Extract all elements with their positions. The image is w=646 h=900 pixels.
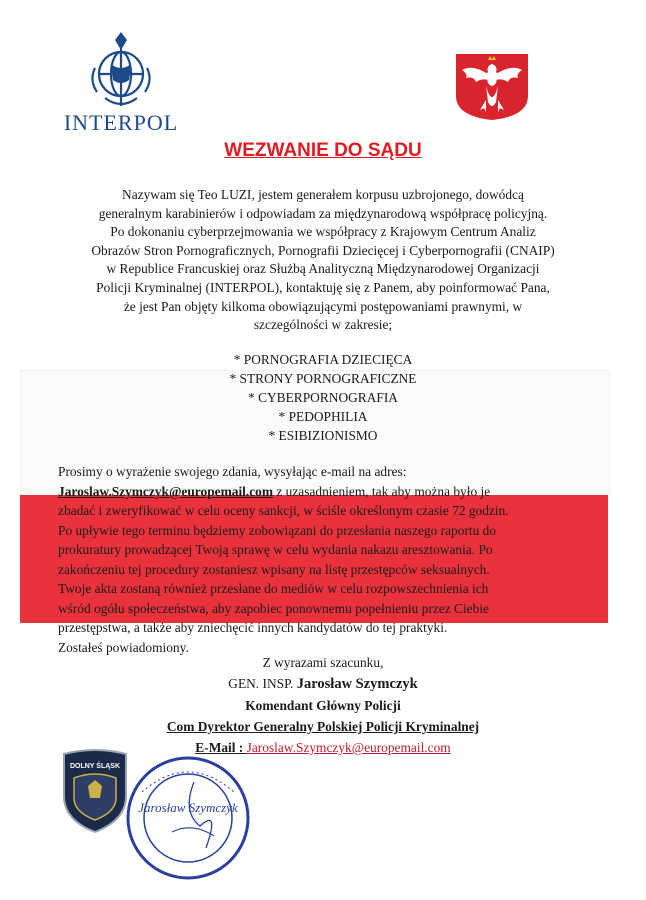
badge-text: DOLNY ŚLĄSK xyxy=(69,763,121,770)
police-badge-icon xyxy=(60,748,130,834)
inline-email-link[interactable]: Jaroslaw.Szymczyk@europemail.com xyxy=(58,483,274,499)
body-line xyxy=(58,482,598,502)
charge-item: * CYBERPORNOGRAFIA xyxy=(248,390,398,405)
contact-email-link[interactable]: Jaroslaw.Szymczyk@europemail.com xyxy=(246,740,451,755)
intro-line: że jest Pan objęty kilkoma obowiązującymi postępowaniami prawnymi, w xyxy=(123,298,523,314)
body-line-rest: z uzasadnieniem, tak aby można było je xyxy=(273,483,491,499)
signature-block xyxy=(0,652,646,758)
charges-list xyxy=(0,350,646,445)
official-stamp xyxy=(122,752,254,884)
charge-item: * PORNOGRAFIA DZIECIĘCA xyxy=(233,352,413,367)
body-line: prokuratury prowadzącej Twoją sprawę w celu wydania nakazu aresztowania. Po xyxy=(58,542,493,557)
body-paragraph xyxy=(58,462,598,657)
director-title: Dyrektor Generalny Polskiej Policji Kryminalnej xyxy=(194,719,480,734)
interpol-wordmark: INTERPOL xyxy=(63,110,179,135)
body-line: Po upływie tego terminu będziemy zobowiązani do przesłania naszego raportu do xyxy=(58,522,497,538)
charge-item: * ESIBIZIONISMO xyxy=(268,428,378,443)
intro-line: Obrazów Stron Pornograficznych, Pornografii Dziecięcej i Cyberpornografii (CNAIP) xyxy=(91,242,555,258)
signatory-name: Jarosław Szymczyk xyxy=(296,676,418,692)
polish-eagle-emblem xyxy=(452,50,532,122)
stamp-icon xyxy=(122,752,254,884)
rank-prefix: GEN. INSP. xyxy=(228,676,297,691)
intro-line: generalnym karabinierów i odpowiadam za międzynarodową współpracę policyjną. xyxy=(98,205,548,221)
charge-item: * STRONY PORNOGRAFICZNE xyxy=(229,371,417,386)
body-line: Prosimy o wyrażenie swojego zdania, wysyłając e-mail na adres: xyxy=(58,464,407,479)
director-line xyxy=(0,716,646,737)
body-line: przestępstwa, a także aby zniechęcić innych kandydatów do tej praktyki. xyxy=(58,620,448,635)
stamp-text: Jarosław Szymczyk xyxy=(138,800,238,815)
intro-line: Nazywam się Teo LUZI, jestem generałem korpusu uzbrojonego, dowódcą xyxy=(122,187,524,202)
body-line: wśród ogółu społeczeństwa, aby zapobiec ponownemu popełnieniu przez Ciebie xyxy=(58,600,489,616)
body-line: Twoje akta zostaną również przesłane do mediów w celu rozpowszechnienia ich xyxy=(58,581,489,596)
regards-text: Z wyrazami szacunku, xyxy=(262,655,384,670)
body-line: Zostałeś powiadomiony. xyxy=(58,639,189,655)
intro-line: Policji Kryminalnej (INTERPOL), kontaktuję się z Panem, aby poinformować Pana, xyxy=(96,279,550,295)
body-line: zbadać i zweryfikować w celu oceny sankcji, w ściśle określonym czasie 72 godzin. xyxy=(58,503,509,518)
body-line: zakończeniu tej procedury zostaniesz wpisany na listę przestępców seksualnych. xyxy=(58,561,490,577)
signatory-line xyxy=(0,673,646,695)
intro-paragraph xyxy=(52,186,594,335)
email-label: E-Mail : xyxy=(195,740,247,755)
intro-line: Po dokonaniu cyberprzejmowania we współpracy z Krajowym Centrum Analiz xyxy=(110,224,536,240)
intro-line: szczególności w zakresie; xyxy=(253,317,393,333)
intro-line: w Republice Francuskiej oraz Służbą Analityczną Międzynarodowej Organizacji xyxy=(106,261,540,277)
interpol-globe-icon xyxy=(81,28,161,112)
signatory-position: Komendant Główny Policji xyxy=(245,698,401,713)
eagle-icon xyxy=(452,50,532,122)
com-prefix: Com xyxy=(166,719,195,734)
charge-item: * PEDOPHILIA xyxy=(278,409,368,424)
police-badge xyxy=(60,748,130,834)
document-title: WEZWANIE DO SĄDU xyxy=(224,140,422,161)
